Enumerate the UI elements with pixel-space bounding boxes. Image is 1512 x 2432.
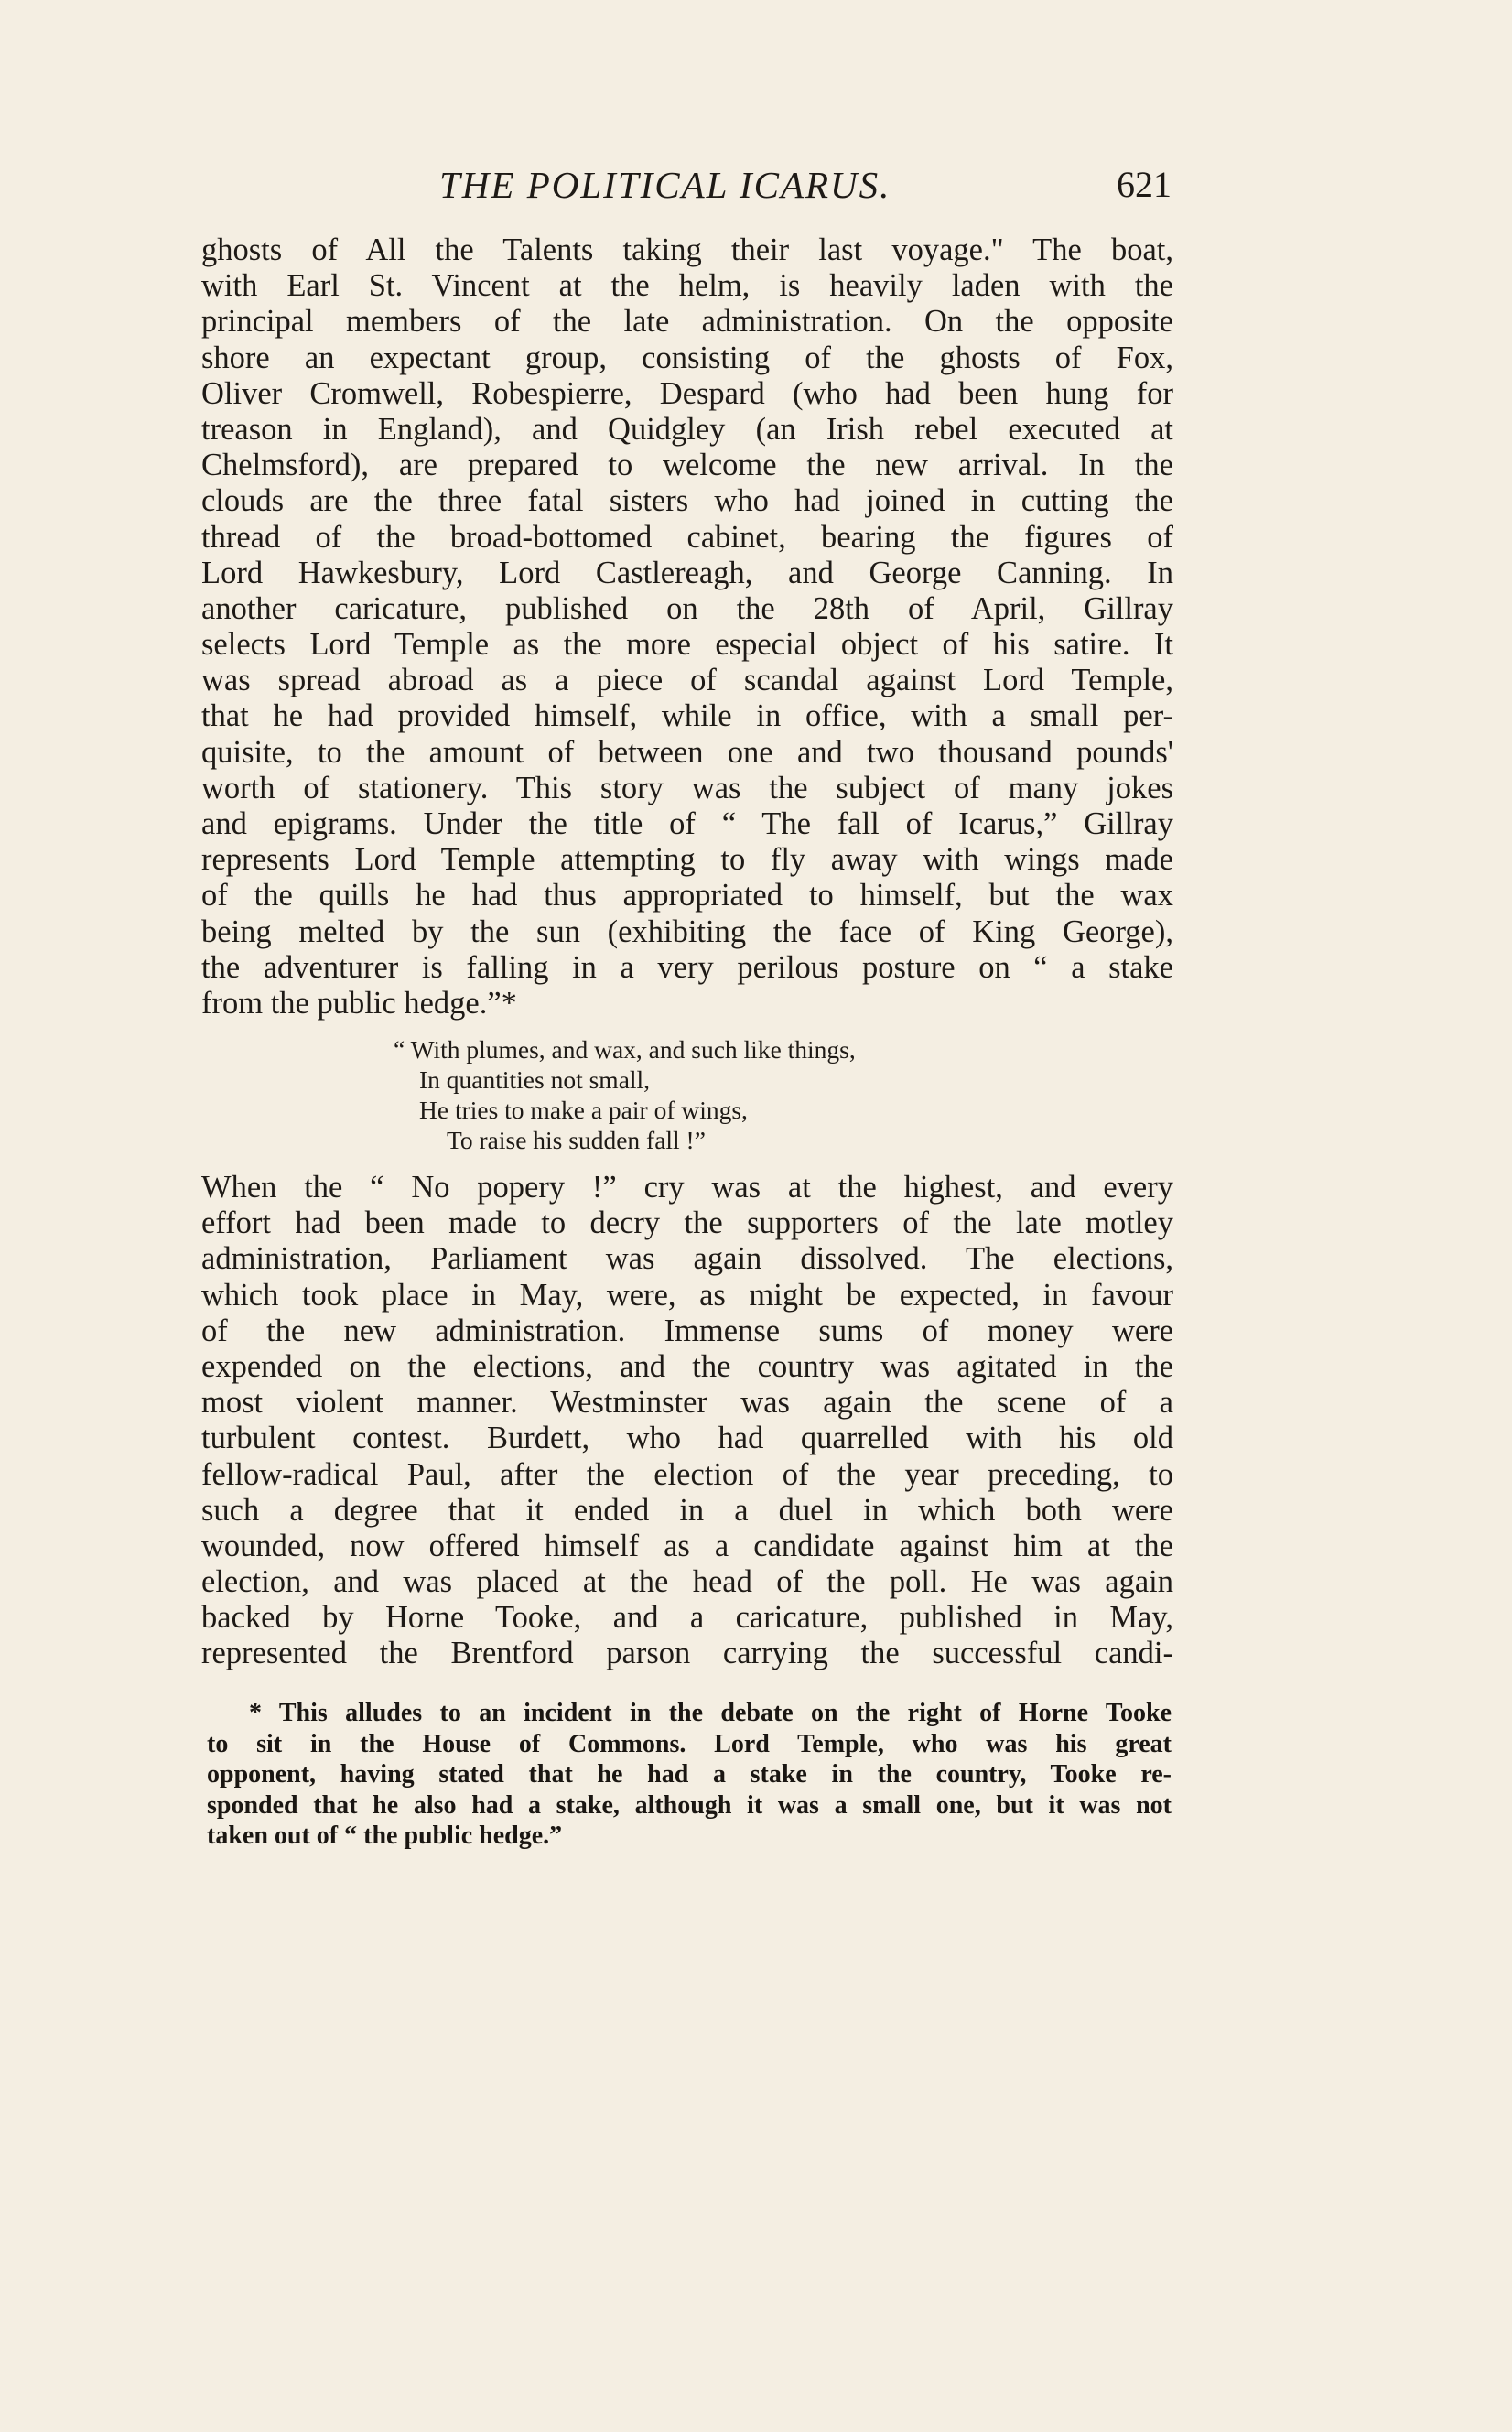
text-line: was spread abroad as a piece of scandal against Lord Temple, <box>201 663 1173 698</box>
footnote-line: * This alludes to an incident in the debate on the right of Horne Tooke <box>249 1699 1172 1727</box>
text-line: and epigrams. Under the title of “ The fall of Icarus,” Gillray <box>201 806 1173 841</box>
text-line: fellow-radical Paul, after the election of the year preceding, to <box>201 1456 1173 1492</box>
text-line: clouds are the three fatal sisters who had joined in cutting the <box>201 483 1173 519</box>
text-line: ghosts of All the Talents taking their last voyage." The boat, <box>201 232 1173 267</box>
text-line: quisite, to the amount of between one and two thousand pounds' <box>201 734 1173 770</box>
text-line: backed by Horne Tooke, and a caricature, published in May, <box>201 1600 1173 1636</box>
text-line: Lord Hawkesbury, Lord Castlereagh, and George Canning. In <box>201 555 1173 590</box>
text-line: treason in England), and Quidgley (an Irish rebel executed at <box>201 411 1173 447</box>
paragraph-1 <box>201 232 1173 1021</box>
footnote <box>207 1698 1172 1852</box>
text-line: which took place in May, were, as might be expected, in favour <box>201 1277 1173 1313</box>
text-line: such a degree that it ended in a duel in which both were <box>201 1492 1173 1528</box>
text-line: being melted by the sun (exhibiting the face of King George), <box>201 913 1173 949</box>
text-line: most violent manner. Westminster was again the scene of a <box>201 1385 1173 1421</box>
verse-line: “ With plumes, and wax, and such like things, <box>394 1035 856 1064</box>
verse-quotation <box>394 1034 856 1155</box>
text-line: election, and was placed at the head of the poll. He was again <box>201 1564 1173 1600</box>
text-line: administration, Parliament was again dissolved. The elections, <box>201 1241 1173 1277</box>
text-line: of the new administration. Immense sums of money were <box>201 1313 1173 1348</box>
text-line: with Earl St. Vincent at the helm, is heavily laden with the <box>201 268 1173 304</box>
page-number: 621 <box>1117 164 1172 205</box>
running-head-title: THE POLITICAL ICARUS. <box>439 164 891 206</box>
text-line: thread of the broad-bottomed cabinet, bearing the figures of <box>201 519 1173 555</box>
footnote-line: sponded that he also had a stake, although it was a small one, but it was not <box>207 1790 1172 1820</box>
verse-line: To raise his sudden fall !” <box>447 1126 706 1154</box>
text-line: that he had provided himself, while in office, with a small per- <box>201 698 1173 734</box>
text-line: When the “ No popery !” cry was at the highest, and every <box>201 1170 1173 1205</box>
text-line: shore an expectant group, consisting of the ghosts of Fox, <box>201 340 1173 375</box>
text-line: the adventurer is falling in a very perilous posture on “ a stake <box>201 949 1173 985</box>
text-line: from the public hedge.”* <box>201 985 517 1021</box>
text-line: expended on the elections, and the country was agitated in the <box>201 1348 1173 1384</box>
text-line: represents Lord Temple attempting to fly away with wings made <box>201 842 1173 878</box>
text-line: represented the Brentford parson carrying the successful candi- <box>201 1636 1173 1671</box>
text-line: another caricature, published on the 28th of April, Gillray <box>201 590 1173 626</box>
footnote-line: to sit in the House of Commons. Lord Temple, who was his great <box>207 1729 1172 1758</box>
text-line: principal members of the late administration. On the opposite <box>201 304 1173 340</box>
text-line: worth of stationery. This story was the subject of many jokes <box>201 770 1173 805</box>
verse-line: In quantities not small, <box>419 1065 651 1094</box>
verse-line: He tries to make a pair of wings, <box>419 1096 748 1124</box>
text-line: effort had been made to decry the supporters of the late motley <box>201 1205 1173 1241</box>
footnote-line: opponent, having stated that he had a stake in the country, Tooke re- <box>207 1760 1172 1789</box>
text-line: Oliver Cromwell, Robespierre, Despard (who had been hung for <box>201 375 1173 411</box>
running-head <box>201 163 1172 218</box>
text-line: Chelmsford), are prepared to welcome the new arrival. In the <box>201 448 1173 483</box>
footnote-line: taken out of “ the public hedge.” <box>207 1821 563 1850</box>
text-line: of the quills he had thus appropriated to himself, but the wax <box>201 878 1173 913</box>
paragraph-2 <box>201 1170 1173 1672</box>
text-line: turbulent contest. Burdett, who had quarrelled with his old <box>201 1421 1173 1456</box>
text-line: wounded, now offered himself as a candidate against him at the <box>201 1528 1173 1563</box>
text-line: selects Lord Temple as the more especial object of his satire. It <box>201 627 1173 663</box>
